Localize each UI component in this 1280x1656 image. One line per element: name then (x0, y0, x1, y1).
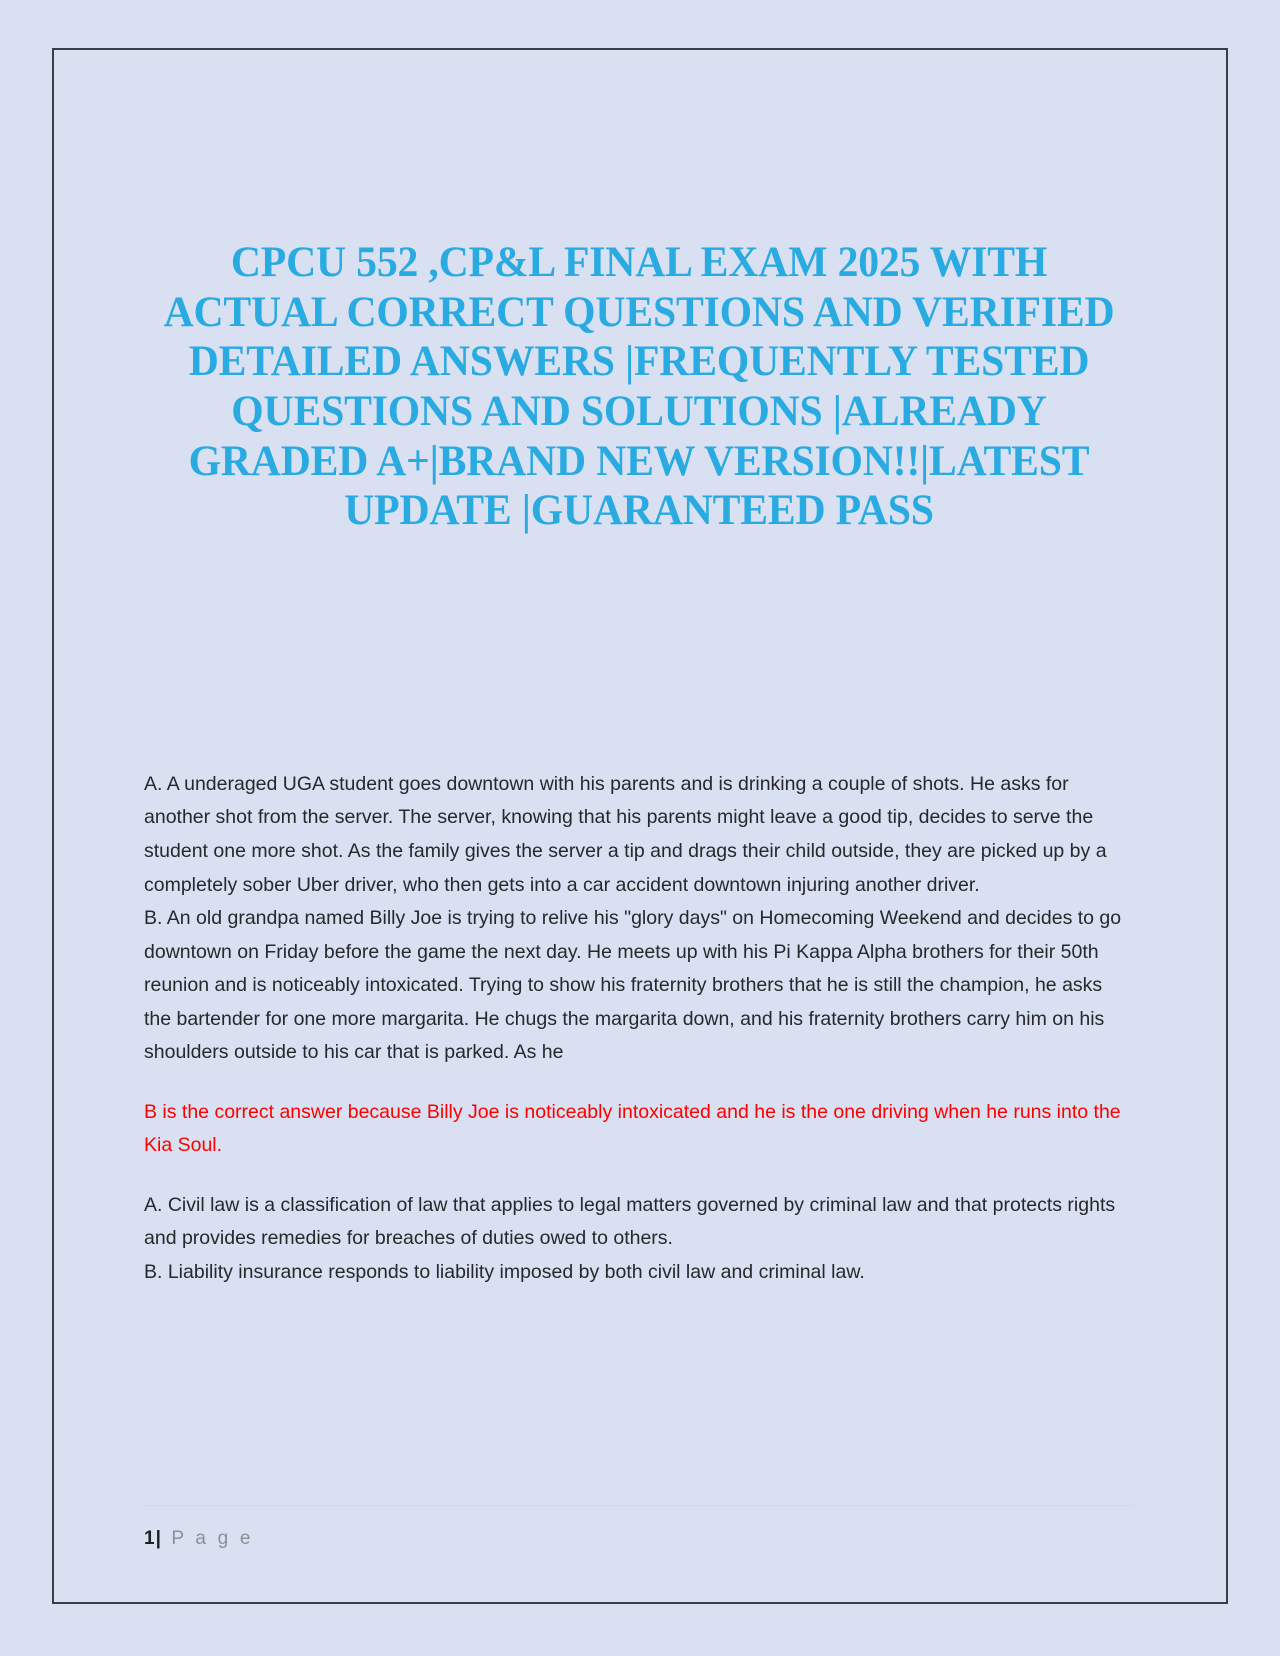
question-2-option-a: A. Civil law is a classification of law that applies to legal matters governed by criminal law and that protects rights and provides remedies for breaches of duties owed to others. (144, 1193, 1116, 1250)
paragraph-gap (144, 1070, 1134, 1096)
title-body-spacer (144, 536, 1134, 768)
question-2-option-b: B. Liability insurance responds to liability imposed by both civil law and criminal law. (144, 1260, 865, 1283)
footer-label: P a g e (171, 1528, 254, 1549)
footer-divider (144, 1505, 1134, 1506)
page-content (54, 50, 1226, 1602)
page-title: CPCU 552 ,CP&L FINAL EXAM 2025 WITH ACTUAL CORRECT QUESTIONS AND VERIFIED DETAILED ANSWERS |FREQUENTLY TESTED QUESTIONS AND SOLUTIONS |ALREADY GRADED A+|BRAND NEW VERSION!!|LATEST UPDATE |GUARANTEED PASS (163, 239, 1115, 535)
paragraph-gap (144, 1163, 1134, 1189)
question-1-option-a: A. A underaged UGA student goes downtown with his parents and is drinking a couple of shots. He asks for another shot from the server. The server, knowing that his parents might leave a good tip, decides to serve the student one more shot. As the family gives the server a tip and drags their child outside, they are picked up by a completely sober Uber driver, who then gets into a car accident downtown injuring another driver. (144, 772, 1107, 896)
footer-separator: | (155, 1528, 163, 1549)
page-footer (144, 1528, 254, 1550)
answer-explanation: B is the correct answer because Billy Joe is noticeably intoxicated and he is the one driving when he runs into the Kia Soul. (144, 1100, 1121, 1157)
question-1-option-b: B. An old grandpa named Billy Joe is trying to relive his "glory days" on Homecoming Weekend and decides to go downtown on Friday before the game the next day. He meets up with his Pi Kappa Alpha brothers for their 50th reunion and is noticeably intoxicated. Trying to show his fraternity brothers that he is still the champion, he asks the bartender for one more margarita. He chugs the margarita down, and his fraternity brothers carry him on his shoulders outside to his car that is parked. As he (144, 907, 1122, 1064)
footer-page-number: 1 (144, 1528, 156, 1549)
document-page (52, 48, 1228, 1604)
document-body (144, 768, 1134, 1289)
